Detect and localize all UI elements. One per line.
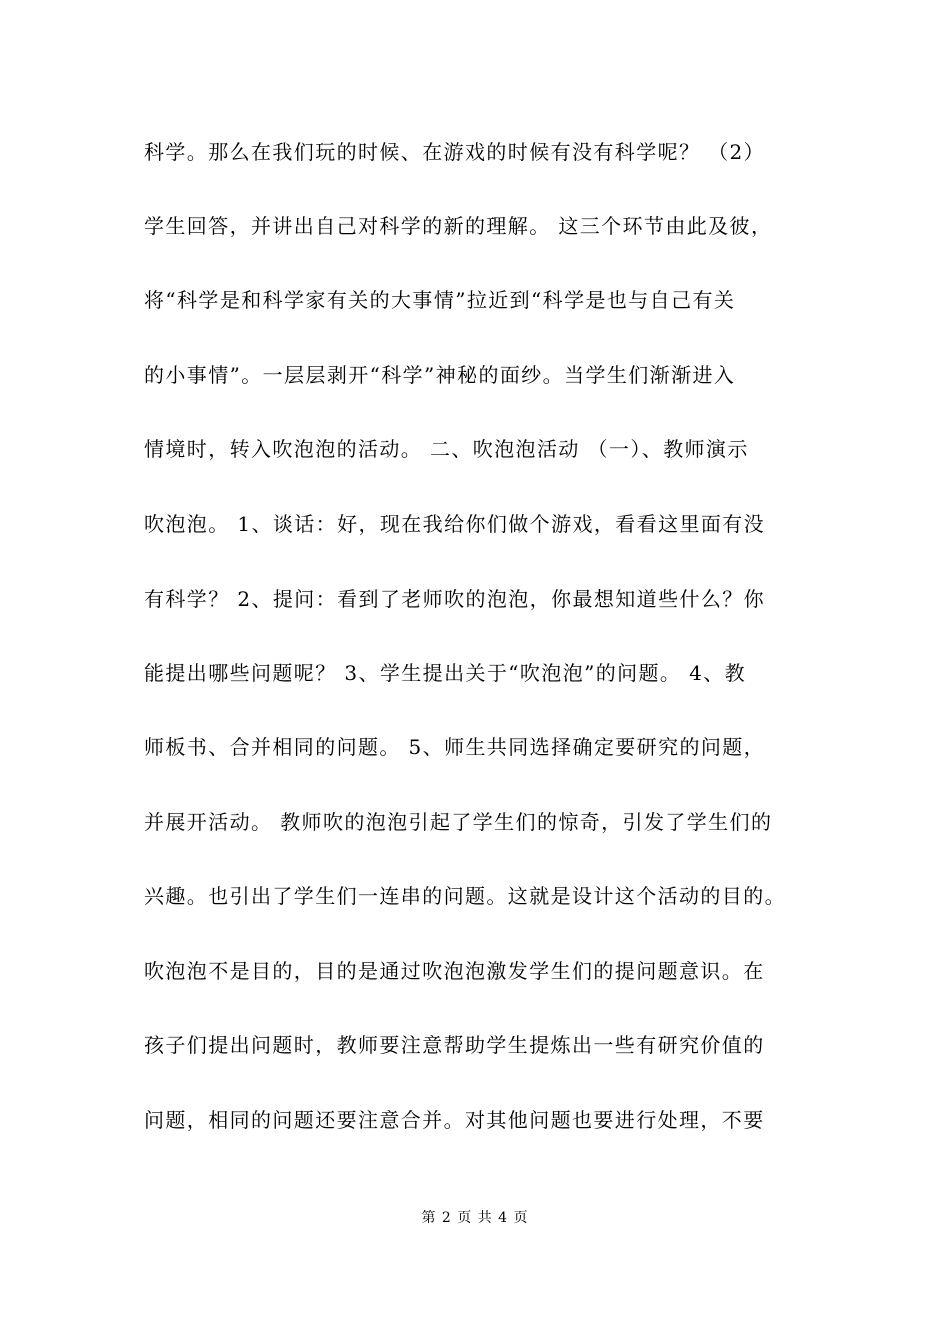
body-text-line: 兴趣。也引出了学生们一连串的问题。这就是设计这个活动的目的。 bbox=[144, 884, 786, 908]
body-text-line: 并展开活动。 教师吹的泡泡引起了学生们的惊奇，引发了学生们的 bbox=[144, 810, 773, 834]
body-text-line: 科学。那么在我们玩的时候、在游戏的时候有没有科学呢？ （2） bbox=[144, 140, 766, 164]
body-text-line: 孩子们提出问题时，教师要注意帮助学生提炼出一些有研究价值的 bbox=[144, 1033, 765, 1057]
body-text-line: 的小事情”。一层层剥开“科学”神秘的面纱。当学生们渐渐进入 bbox=[144, 363, 736, 387]
body-text-line: 有科学？ 2、提问：看到了老师吹的泡泡，你最想知道些什么？你 bbox=[144, 587, 766, 611]
body-text-line: 将“科学是和科学家有关的大事情”拉近到“科学是也与自己有关 bbox=[144, 288, 736, 312]
body-text-line: 吹泡泡。 1、谈话：好，现在我给你们做个游戏，看看这里面有没 bbox=[144, 512, 766, 536]
page-number-footer: 第 2 页 共 4 页 bbox=[421, 1210, 529, 1226]
body-text-line: 学生回答，并讲出自己对科学的新的理解。 这三个环节由此及彼， bbox=[144, 214, 773, 238]
body-text-line: 师板书、合并相同的问题。 5、师生共同选择确定要研究的问题， bbox=[144, 735, 766, 759]
body-text-line: 能提出哪些问题呢？ 3、学生提出关于“吹泡泡”的问题。 4、教 bbox=[144, 661, 747, 685]
body-text-line: 问题，相同的问题还要注意合并。对其他问题也要进行处理，不要 bbox=[144, 1108, 765, 1132]
body-text-line: 情境时，转入吹泡泡的活动。 二、吹泡泡活动 （一）、教师演示 bbox=[144, 437, 749, 461]
body-text-line: 吹泡泡不是目的，目的是通过吹泡泡激发学生们的提问题意识。在 bbox=[144, 959, 765, 983]
